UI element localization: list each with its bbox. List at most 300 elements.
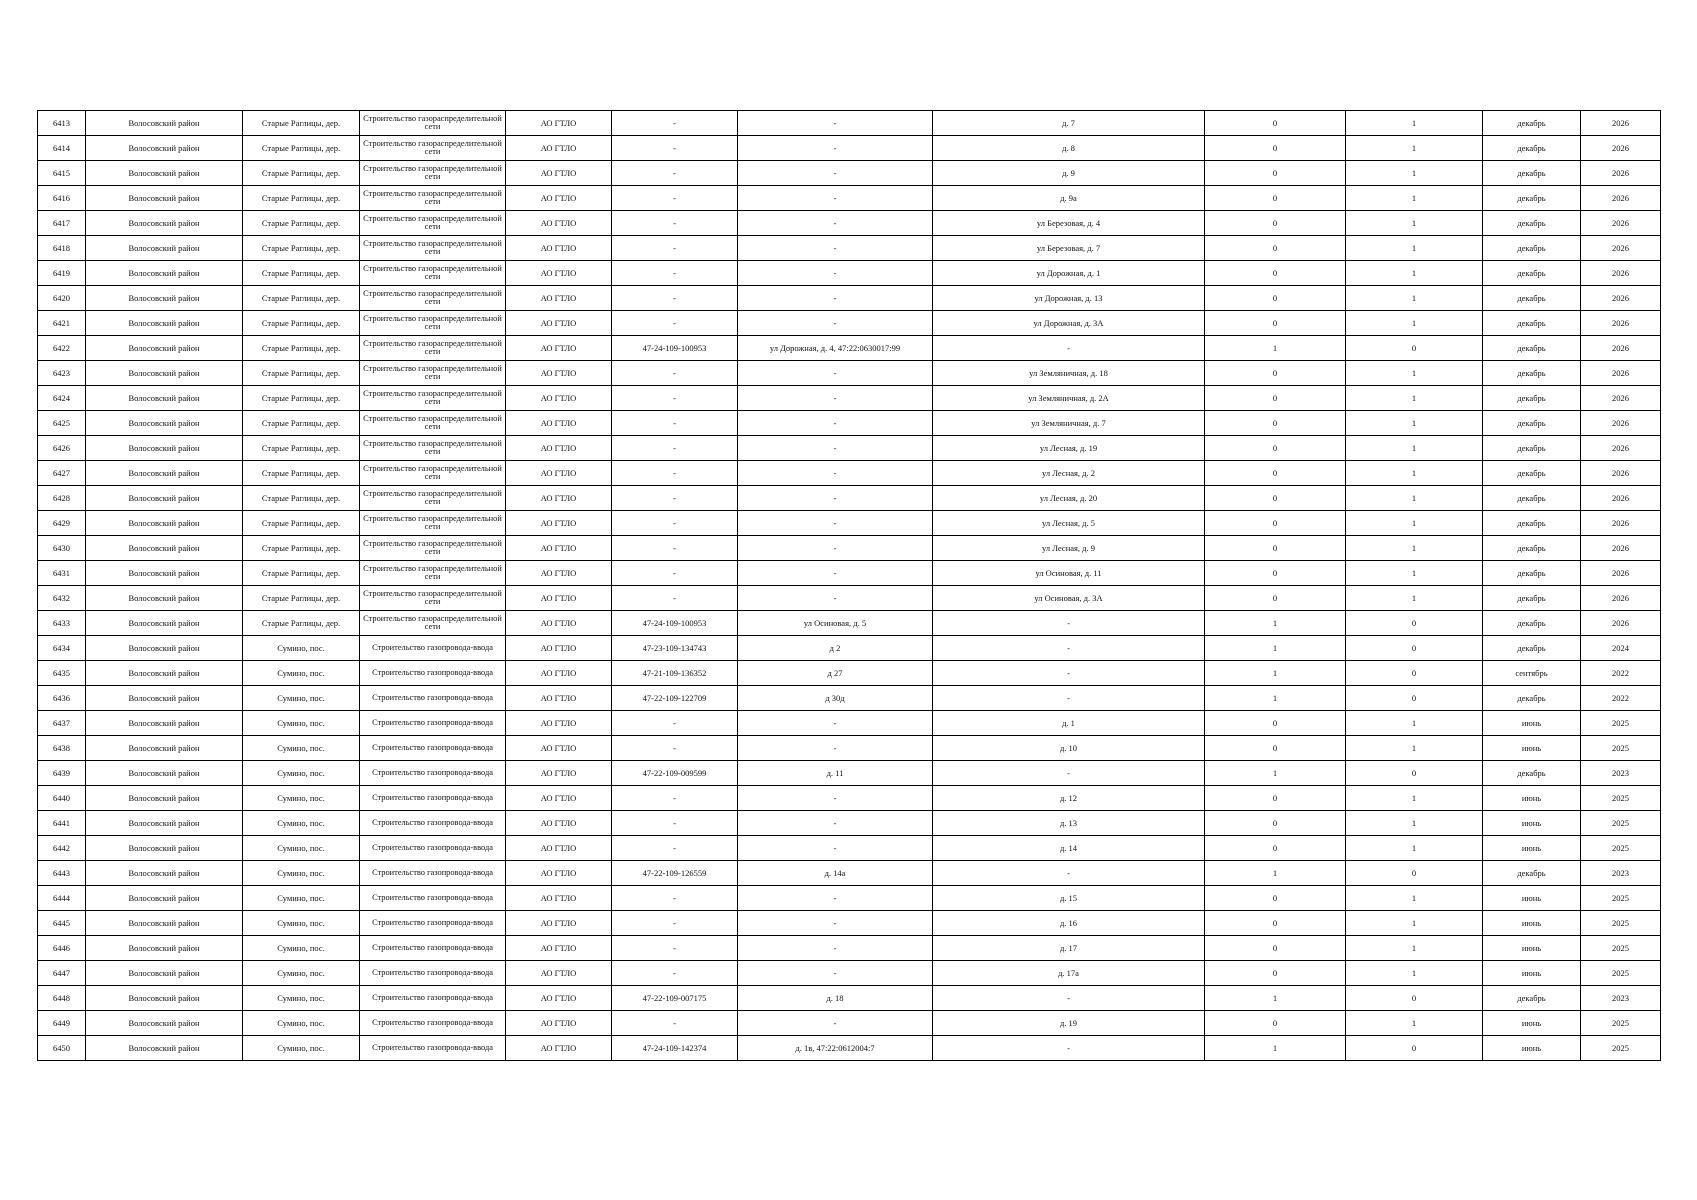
cell-count-a: 0 [1205,361,1346,386]
cell-district: Волосовский район [86,586,243,611]
cell-district: Волосовский район [86,186,243,211]
cell-locality: Сумино, пос. [243,636,360,661]
cell-work-type: Строительство газораспределительной сети [360,161,506,186]
cell-count-a: 0 [1205,436,1346,461]
cell-district: Волосовский район [86,1011,243,1036]
cell-planned-address: ул Лесная, д. 20 [933,486,1205,511]
cell-district: Волосовский район [86,911,243,936]
cell-planned-address: ул Земляничная, д. 2А [933,386,1205,411]
cell-count-a: 1 [1205,686,1346,711]
cell-registration-number: - [612,411,738,436]
cell-district: Волосовский район [86,961,243,986]
cell-month: декабрь [1483,261,1581,286]
cell-count-b: 1 [1346,411,1483,436]
cell-locality: Старые Раглицы, дер. [243,311,360,336]
table-row [38,211,1661,236]
cell-planned-address: ул Земляничная, д. 7 [933,411,1205,436]
cell-registration-number: - [612,436,738,461]
cell-work-type: Строительство газораспределительной сети [360,386,506,411]
cell-year: 2026 [1581,336,1661,361]
cell-month: декабрь [1483,111,1581,136]
cell-locality: Старые Раглицы, дер. [243,186,360,211]
cell-object-address: ул Осиновая, д. 5 [738,611,933,636]
cell-organization: АО ГТЛО [506,386,612,411]
cell-year: 2026 [1581,536,1661,561]
cell-planned-address: д. 13 [933,811,1205,836]
cell-work-type: Строительство газораспределительной сети [360,511,506,536]
cell-year: 2026 [1581,186,1661,211]
cell-row-number: 6416 [38,186,86,211]
cell-count-b: 0 [1346,761,1483,786]
cell-registration-number: - [612,386,738,411]
cell-year: 2026 [1581,436,1661,461]
table-row [38,786,1661,811]
cell-district: Волосовский район [86,211,243,236]
cell-district: Волосовский район [86,811,243,836]
cell-object-address: д. 18 [738,986,933,1011]
cell-work-type: Строительство газораспределительной сети [360,211,506,236]
cell-object-address: д. 14а [738,861,933,886]
cell-month: декабрь [1483,136,1581,161]
cell-planned-address: ул Березовая, д. 4 [933,211,1205,236]
cell-district: Волосовский район [86,286,243,311]
cell-planned-address: ул Осиновая, д. 3А [933,586,1205,611]
cell-count-b: 1 [1346,886,1483,911]
cell-organization: АО ГТЛО [506,211,612,236]
cell-count-a: 1 [1205,611,1346,636]
cell-planned-address: - [933,336,1205,361]
cell-district: Волосовский район [86,736,243,761]
cell-month: декабрь [1483,211,1581,236]
cell-month: июнь [1483,911,1581,936]
table-row [38,261,1661,286]
cell-planned-address: ул Лесная, д. 5 [933,511,1205,536]
cell-registration-number: - [612,736,738,761]
cell-planned-address: д. 16 [933,911,1205,936]
cell-count-b: 1 [1346,1011,1483,1036]
cell-locality: Старые Раглицы, дер. [243,536,360,561]
cell-planned-address: ул Березовая, д. 7 [933,236,1205,261]
cell-count-b: 1 [1346,586,1483,611]
cell-row-number: 6430 [38,536,86,561]
cell-locality: Старые Раглицы, дер. [243,386,360,411]
cell-year: 2022 [1581,686,1661,711]
table-row [38,361,1661,386]
cell-work-type: Строительство газораспределительной сети [360,561,506,586]
cell-year: 2026 [1581,386,1661,411]
cell-count-a: 1 [1205,761,1346,786]
cell-locality: Старые Раглицы, дер. [243,211,360,236]
cell-work-type: Строительство газораспределительной сети [360,461,506,486]
cell-work-type: Строительство газораспределительной сети [360,186,506,211]
cell-organization: АО ГТЛО [506,561,612,586]
cell-count-b: 1 [1346,261,1483,286]
cell-row-number: 6450 [38,1036,86,1061]
cell-count-b: 1 [1346,311,1483,336]
table-row [38,711,1661,736]
cell-locality: Старые Раглицы, дер. [243,261,360,286]
cell-organization: АО ГТЛО [506,1011,612,1036]
cell-count-b: 1 [1346,361,1483,386]
cell-work-type: Строительство газораспределительной сети [360,361,506,386]
cell-row-number: 6434 [38,636,86,661]
cell-locality: Сумино, пос. [243,986,360,1011]
cell-organization: АО ГТЛО [506,261,612,286]
cell-month: декабрь [1483,861,1581,886]
cell-work-type: Строительство газопровода-ввода [360,761,506,786]
cell-district: Волосовский район [86,661,243,686]
cell-planned-address: д. 17а [933,961,1205,986]
cell-count-a: 0 [1205,261,1346,286]
table-row [38,861,1661,886]
cell-locality: Сумино, пос. [243,661,360,686]
table-row [38,161,1661,186]
cell-work-type: Строительство газораспределительной сети [360,236,506,261]
cell-year: 2023 [1581,986,1661,1011]
cell-month: декабрь [1483,986,1581,1011]
cell-month: декабрь [1483,461,1581,486]
cell-work-type: Строительство газопровода-ввода [360,786,506,811]
cell-object-address: - [738,586,933,611]
cell-district: Волосовский район [86,886,243,911]
cell-planned-address: ул Дорожная, д. 13 [933,286,1205,311]
cell-row-number: 6419 [38,261,86,286]
cell-planned-address: д. 10 [933,736,1205,761]
cell-count-a: 0 [1205,386,1346,411]
cell-object-address: - [738,361,933,386]
cell-planned-address: ул Лесная, д. 2 [933,461,1205,486]
cell-row-number: 6448 [38,986,86,1011]
table-row [38,136,1661,161]
cell-count-a: 0 [1205,836,1346,861]
cell-row-number: 6413 [38,111,86,136]
cell-district: Волосовский район [86,836,243,861]
cell-row-number: 6437 [38,711,86,736]
cell-organization: АО ГТЛО [506,511,612,536]
table-row [38,611,1661,636]
cell-registration-number: 47-22-109-122709 [612,686,738,711]
cell-year: 2026 [1581,511,1661,536]
cell-object-address: д. 11 [738,761,933,786]
cell-count-b: 1 [1346,786,1483,811]
cell-organization: АО ГТЛО [506,661,612,686]
cell-planned-address: - [933,636,1205,661]
cell-registration-number: - [612,811,738,836]
table-row [38,636,1661,661]
cell-locality: Сумино, пос. [243,736,360,761]
cell-locality: Сумино, пос. [243,911,360,936]
cell-count-b: 1 [1346,836,1483,861]
cell-work-type: Строительство газопровода-ввода [360,661,506,686]
cell-work-type: Строительство газопровода-ввода [360,686,506,711]
cell-locality: Сумино, пос. [243,686,360,711]
cell-count-b: 1 [1346,111,1483,136]
cell-planned-address: - [933,861,1205,886]
cell-row-number: 6428 [38,486,86,511]
cell-month: сентябрь [1483,661,1581,686]
cell-work-type: Строительство газораспределительной сети [360,436,506,461]
cell-locality: Старые Раглицы, дер. [243,586,360,611]
cell-district: Волосовский район [86,636,243,661]
cell-month: декабрь [1483,536,1581,561]
cell-work-type: Строительство газораспределительной сети [360,111,506,136]
cell-month: декабрь [1483,636,1581,661]
cell-organization: АО ГТЛО [506,911,612,936]
cell-row-number: 6441 [38,811,86,836]
cell-registration-number: - [612,1011,738,1036]
cell-month: июнь [1483,811,1581,836]
table-row [38,686,1661,711]
cell-organization: АО ГТЛО [506,836,612,861]
cell-count-a: 0 [1205,236,1346,261]
cell-object-address: - [738,286,933,311]
cell-planned-address: - [933,686,1205,711]
cell-object-address: - [738,436,933,461]
cell-registration-number: - [612,186,738,211]
table-row [38,461,1661,486]
cell-year: 2026 [1581,561,1661,586]
cell-row-number: 6433 [38,611,86,636]
cell-count-b: 1 [1346,936,1483,961]
cell-registration-number: - [612,286,738,311]
cell-work-type: Строительство газораспределительной сети [360,311,506,336]
cell-registration-number: - [612,161,738,186]
cell-locality: Старые Раглицы, дер. [243,286,360,311]
cell-organization: АО ГТЛО [506,411,612,436]
cell-month: декабрь [1483,286,1581,311]
cell-organization: АО ГТЛО [506,536,612,561]
cell-object-address: - [738,461,933,486]
cell-year: 2026 [1581,311,1661,336]
cell-count-b: 0 [1346,986,1483,1011]
cell-count-a: 0 [1205,186,1346,211]
cell-month: декабрь [1483,236,1581,261]
cell-count-a: 1 [1205,336,1346,361]
cell-year: 2026 [1581,586,1661,611]
cell-count-a: 0 [1205,736,1346,761]
cell-count-a: 0 [1205,1011,1346,1036]
cell-row-number: 6414 [38,136,86,161]
cell-count-a: 0 [1205,111,1346,136]
cell-planned-address: ул Земляничная, д. 18 [933,361,1205,386]
cell-year: 2026 [1581,136,1661,161]
cell-work-type: Строительство газопровода-ввода [360,861,506,886]
cell-locality: Старые Раглицы, дер. [243,561,360,586]
cell-organization: АО ГТЛО [506,161,612,186]
cell-locality: Старые Раглицы, дер. [243,411,360,436]
cell-count-b: 1 [1346,561,1483,586]
cell-month: декабрь [1483,586,1581,611]
cell-object-address: - [738,136,933,161]
gasification-table [37,110,1661,1061]
cell-object-address: - [738,811,933,836]
cell-planned-address: ул Лесная, д. 9 [933,536,1205,561]
cell-work-type: Строительство газопровода-ввода [360,636,506,661]
cell-object-address: - [738,711,933,736]
cell-count-b: 1 [1346,186,1483,211]
cell-registration-number: - [612,236,738,261]
cell-planned-address: - [933,1036,1205,1061]
table-row [38,961,1661,986]
cell-count-b: 1 [1346,486,1483,511]
cell-registration-number: - [612,936,738,961]
cell-count-a: 0 [1205,911,1346,936]
cell-district: Волосовский район [86,386,243,411]
cell-organization: АО ГТЛО [506,1036,612,1061]
table-row [38,536,1661,561]
cell-count-a: 0 [1205,311,1346,336]
cell-year: 2025 [1581,811,1661,836]
cell-organization: АО ГТЛО [506,461,612,486]
cell-district: Волосовский район [86,686,243,711]
cell-district: Волосовский район [86,361,243,386]
cell-work-type: Строительство газопровода-ввода [360,736,506,761]
cell-count-a: 0 [1205,136,1346,161]
cell-district: Волосовский район [86,261,243,286]
table-row [38,386,1661,411]
cell-count-b: 1 [1346,461,1483,486]
cell-registration-number: - [612,511,738,536]
cell-registration-number: 47-23-109-134743 [612,636,738,661]
cell-month: июнь [1483,711,1581,736]
table-row [38,511,1661,536]
cell-planned-address: д. 9а [933,186,1205,211]
cell-locality: Старые Раглицы, дер. [243,436,360,461]
cell-row-number: 6445 [38,911,86,936]
cell-month: декабрь [1483,411,1581,436]
cell-district: Волосовский район [86,411,243,436]
cell-organization: АО ГТЛО [506,736,612,761]
cell-row-number: 6442 [38,836,86,861]
cell-organization: АО ГТЛО [506,186,612,211]
cell-row-number: 6422 [38,336,86,361]
table-row [38,561,1661,586]
cell-work-type: Строительство газораспределительной сети [360,536,506,561]
cell-registration-number: - [612,311,738,336]
cell-object-address: - [738,211,933,236]
cell-object-address: ул Дорожная, д. 4, 47:22:0630017:99 [738,336,933,361]
cell-month: июнь [1483,836,1581,861]
cell-month: декабрь [1483,611,1581,636]
table-row [38,986,1661,1011]
cell-registration-number: 47-22-109-009599 [612,761,738,786]
cell-year: 2025 [1581,736,1661,761]
cell-year: 2025 [1581,711,1661,736]
cell-organization: АО ГТЛО [506,686,612,711]
cell-year: 2025 [1581,886,1661,911]
cell-locality: Сумино, пос. [243,861,360,886]
cell-object-address: - [738,1011,933,1036]
cell-registration-number: - [612,586,738,611]
cell-work-type: Строительство газопровода-ввода [360,911,506,936]
cell-count-b: 0 [1346,336,1483,361]
table-row [38,186,1661,211]
cell-count-a: 1 [1205,986,1346,1011]
cell-registration-number: - [612,486,738,511]
cell-row-number: 6438 [38,736,86,761]
cell-month: декабрь [1483,486,1581,511]
cell-count-a: 0 [1205,811,1346,836]
cell-count-b: 0 [1346,861,1483,886]
cell-district: Волосовский район [86,786,243,811]
cell-locality: Сумино, пос. [243,961,360,986]
cell-district: Волосовский район [86,536,243,561]
cell-planned-address: д. 17 [933,936,1205,961]
cell-work-type: Строительство газораспределительной сети [360,486,506,511]
cell-district: Волосовский район [86,511,243,536]
cell-organization: АО ГТЛО [506,286,612,311]
cell-registration-number: 47-24-109-100953 [612,336,738,361]
cell-year: 2025 [1581,936,1661,961]
cell-count-b: 1 [1346,236,1483,261]
cell-row-number: 6443 [38,861,86,886]
cell-work-type: Строительство газораспределительной сети [360,136,506,161]
cell-organization: АО ГТЛО [506,786,612,811]
cell-locality: Сумино, пос. [243,886,360,911]
cell-year: 2026 [1581,261,1661,286]
cell-locality: Старые Раглицы, дер. [243,361,360,386]
cell-row-number: 6418 [38,236,86,261]
cell-row-number: 6421 [38,311,86,336]
cell-registration-number: - [612,261,738,286]
cell-year: 2026 [1581,111,1661,136]
cell-month: декабрь [1483,361,1581,386]
cell-district: Волосовский район [86,986,243,1011]
cell-row-number: 6447 [38,961,86,986]
cell-object-address: - [738,511,933,536]
cell-registration-number: - [612,136,738,161]
cell-locality: Старые Раглицы, дер. [243,461,360,486]
cell-organization: АО ГТЛО [506,311,612,336]
cell-object-address: - [738,836,933,861]
cell-work-type: Строительство газопровода-ввода [360,836,506,861]
cell-count-a: 0 [1205,211,1346,236]
cell-work-type: Строительство газопровода-ввода [360,1036,506,1061]
cell-count-a: 1 [1205,861,1346,886]
cell-planned-address: д. 9 [933,161,1205,186]
cell-organization: АО ГТЛО [506,486,612,511]
table-row [38,886,1661,911]
cell-registration-number: - [612,361,738,386]
cell-year: 2026 [1581,161,1661,186]
cell-district: Волосовский район [86,111,243,136]
cell-row-number: 6432 [38,586,86,611]
cell-district: Волосовский район [86,486,243,511]
cell-work-type: Строительство газопровода-ввода [360,711,506,736]
table-row [38,936,1661,961]
cell-planned-address: ул Осиновая, д. 11 [933,561,1205,586]
cell-count-b: 0 [1346,1036,1483,1061]
table-row [38,761,1661,786]
cell-year: 2026 [1581,236,1661,261]
cell-planned-address: д. 15 [933,886,1205,911]
cell-locality: Сумино, пос. [243,811,360,836]
cell-object-address: - [738,961,933,986]
cell-row-number: 6415 [38,161,86,186]
cell-planned-address: - [933,761,1205,786]
cell-organization: АО ГТЛО [506,986,612,1011]
cell-planned-address: ул Дорожная, д. 3А [933,311,1205,336]
cell-registration-number: 47-24-109-142374 [612,1036,738,1061]
cell-count-a: 0 [1205,286,1346,311]
cell-year: 2023 [1581,761,1661,786]
cell-count-a: 0 [1205,961,1346,986]
cell-count-b: 1 [1346,436,1483,461]
cell-locality: Старые Раглицы, дер. [243,236,360,261]
cell-planned-address: д. 19 [933,1011,1205,1036]
cell-district: Волосовский район [86,561,243,586]
cell-locality: Старые Раглицы, дер. [243,161,360,186]
